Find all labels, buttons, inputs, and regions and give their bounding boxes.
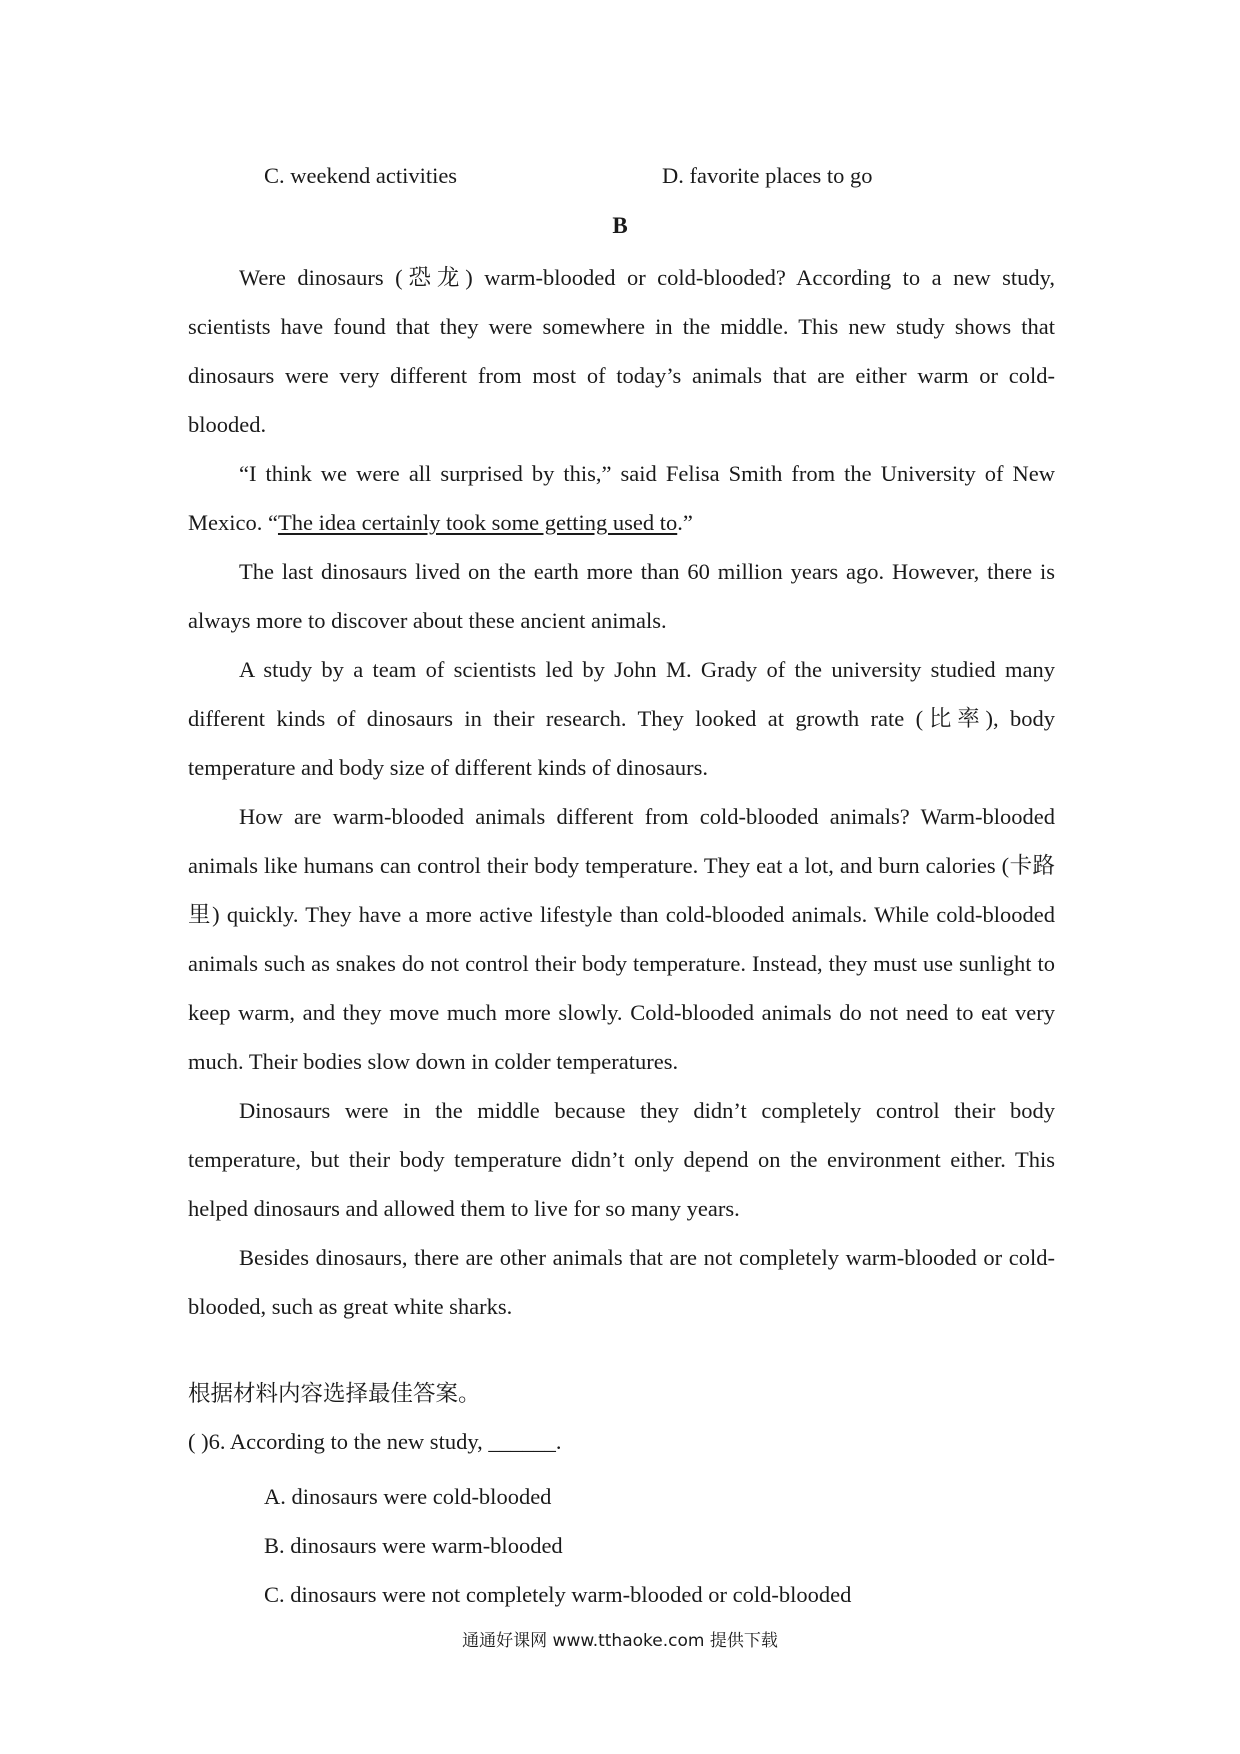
question-6-option-c: C. dinosaurs were not completely warm-blooded or cold-blooded [264, 1582, 852, 1607]
option-c: C. weekend activities [264, 163, 458, 188]
option-d: D. favorite places to go [662, 163, 873, 188]
underlined-sentence: The idea certainly took some getting used to [277, 510, 678, 535]
passage-paragraph-4: A study by a team of scientists led by John M. Grady of the university studied many different kinds of dinosaurs in their research. They looked at growth rate (比率), body temperature and body size of different kinds of dinosaurs. [188, 657, 1055, 780]
instruction-text: 根据材料内容选择最佳答案。 [188, 1381, 481, 1406]
passage-paragraph-6: Dinosaurs were in the middle because they didn’t completely control their body temperature, but their body temperature didn’t only depend on the environment either. This helped dinosaurs and allowed them to live for so many years. [188, 1098, 1055, 1221]
previous-question-options [264, 158, 1064, 194]
passage-paragraph-7: Besides dinosaurs, there are other animals that are not completely warm-blooded or cold-blooded, such as great white sharks. [188, 1245, 1055, 1319]
question-6-stem: ( )6. According to the new study, ______. [188, 1429, 562, 1454]
section-heading: B [612, 213, 628, 238]
passage-paragraph-1: Were dinosaurs (恐龙) warm-blooded or cold-blooded? According to a new study, scientists have found that they were somewhere in the middle. This new study shows that dinosaurs were very different from most of today’s animals that are either warm or cold-blooded. [188, 265, 1055, 437]
passage-paragraph-3: The last dinosaurs lived on the earth more than 60 million years ago. However, there is always more to discover about these ancient animals. [188, 559, 1055, 633]
passage-paragraph-5: How are warm-blooded animals different from cold-blooded animals? Warm-blooded animals like humans can control their body temperature. They eat a lot, and burn calories (卡路里) quickly. They have a more active lifestyle than cold-blooded animals. While cold-blooded animals such as snakes do not control their body temperature. Instead, they must use sunlight to keep warm, and they move much more slowly. Cold-blooded animals do not need to eat very much. Their bodies slow down in colder temperatures. [188, 804, 1055, 1074]
question-6-option-a: A. dinosaurs were cold-blooded [264, 1484, 552, 1509]
question-6-option-b: B. dinosaurs were warm-blooded [264, 1533, 563, 1558]
passage-paragraph-2 [188, 449, 1055, 547]
paragraph-2-quote-end: .” [677, 510, 693, 535]
reading-passage [188, 253, 1055, 1331]
paragraph-2-quote-start: “I think we were all surprised by this,” said Felisa Smith from the University of New Mexico. “ [188, 461, 1055, 535]
question-6-options [264, 1472, 851, 1619]
page-footer: 通通好课网 www.tthaoke.com 提供下载 [462, 1631, 778, 1651]
